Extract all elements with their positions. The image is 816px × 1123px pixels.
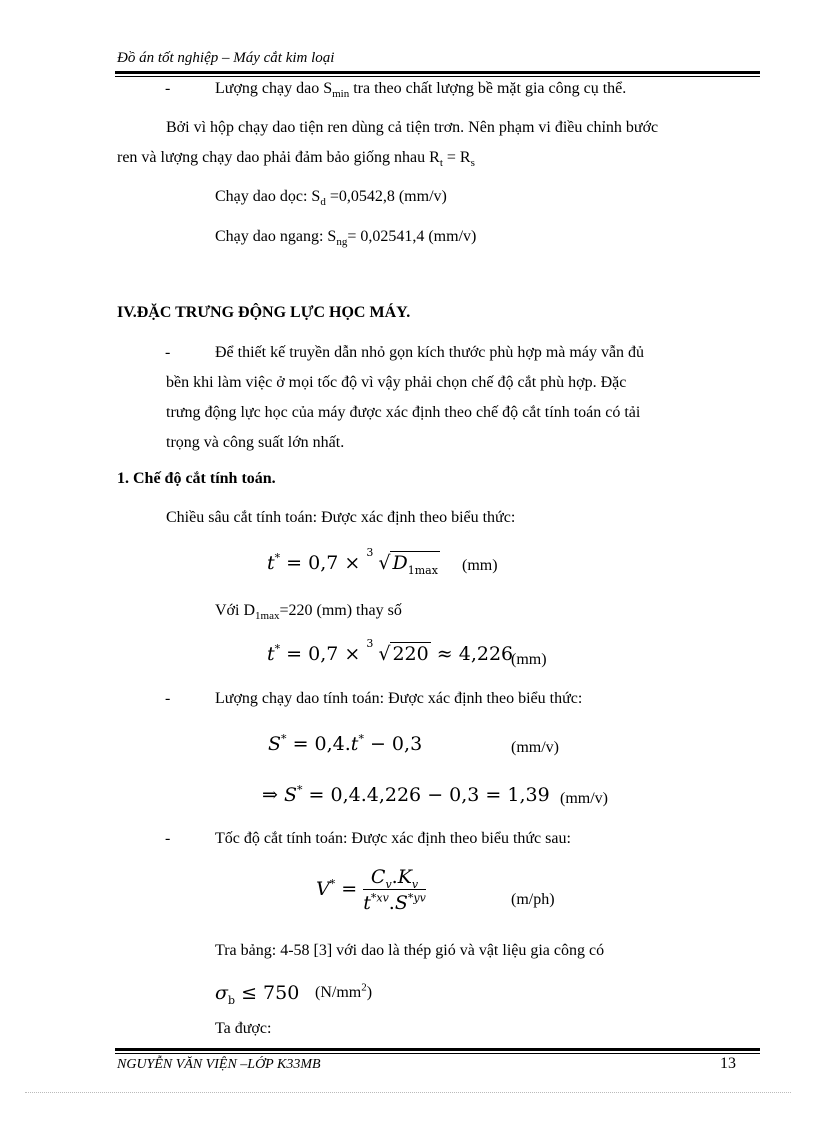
formula-feed-value-unit: (mm/v) [560, 790, 608, 807]
para-dynamics-line1: Để thiết kế truyền dẫn nhỏ gọn kích thước phù hợp mà máy vẫn đủ [215, 344, 645, 361]
footer-rule-thin [115, 1053, 760, 1054]
formula-sigma-unit: $(N/mm^2)$ [315, 981, 373, 1001]
formula-depth-unit: (mm) [462, 557, 498, 574]
section-1-heading: 1. Chế độ cắt tính toán. [117, 470, 276, 487]
bullet-dash: - [165, 80, 171, 97]
result-label: Ta được: [215, 1020, 272, 1037]
formula-depth-value: t* = 0,7 × 3 √ 220 ≈ 4,226 [267, 637, 514, 665]
footer-rule-thick [115, 1048, 760, 1051]
page-number: 13 [720, 1055, 736, 1072]
speed-intro: Tốc độ cắt tính toán: Được xác định theo biểu thức sau: [215, 830, 571, 847]
para-dynamics-line4: trọng và công suất lớn nhất. [166, 434, 345, 451]
bullet-dash: - [165, 830, 171, 847]
formula-feed-value: ⇒ S* = 0,4.4,226 − 0,3 = 1,39 [262, 783, 550, 806]
cube-root: 3 √ 220 [366, 637, 429, 665]
formula-depth-value-unit: (mm) [511, 651, 547, 668]
speed-fraction: $\frac{C_v.K_v}{t^{*xv}.S^{*yv}}$ [363, 866, 426, 914]
header-rule-thick [115, 71, 760, 74]
footer-author: NGUYỄN VĂN VIỆN –LỚP K33MB [117, 1057, 321, 1072]
bullet-dash: - [165, 344, 171, 361]
para-thread-line1: Bởi vì hộp chạy dao tiện ren dùng cả tiện trơn. Nên phạm vi điều chỉnh bước [166, 119, 659, 136]
formula-cutting-speed: V* = $\frac{C_v.K_v}{t^{*xv}.S^{*yv}}$ [316, 866, 426, 914]
depth-intro: Chiều sâu cắt tính toán: Được xác định theo biểu thức: [166, 509, 516, 526]
depth-substitution-text: Với $D_{1max}=220$ (mm) thay số [215, 602, 402, 623]
table-reference-text: Tra bảng: 4-58 [3] với dao là thép gió và vật liệu gia công có [215, 942, 605, 959]
para-thread-line2: ren và lượng chạy dao phải đảm bảo giống nhau $R_t = R_s$ [117, 149, 475, 170]
formula-cutting-speed-unit: (m/ph) [511, 891, 555, 908]
feed-longitudinal: Chạy dao dọc: $S_d =0,0542,8$ (mm/v) [215, 188, 447, 209]
para-dynamics-line2: bền khi làm việc ở mọi tốc độ vì vậy phải chọn chế độ cắt phù hợp. Đặc [166, 374, 627, 391]
header-rule-thin [115, 76, 760, 77]
formula-feed-general-unit: (mm/v) [511, 739, 559, 756]
section-iv-heading: IV.ĐẶC TRƯNG ĐỘNG LỰC HỌC MÁY. [117, 304, 411, 321]
page-header-title: Đồ án tốt nghiệp – Máy cắt kim loại [117, 50, 335, 66]
bullet-min-feed: Lượng chạy dao $S_{min}$ tra theo chất lượng bề mặt gia công cụ thể. [215, 80, 627, 101]
para-dynamics-line3: trưng động lực học của máy được xác định theo chế độ cắt tính toán có tải [166, 404, 641, 421]
feed-cross: Chạy dao ngang: $S_{ng}= 0,02541,4$ (mm/v) [215, 228, 477, 249]
page-bottom-divider [25, 1092, 791, 1093]
feed-intro: Lượng chạy dao tính toán: Được xác định theo biểu thức: [215, 690, 583, 707]
cube-root: 3 √ $D_{1max}$ [366, 546, 438, 577]
bullet-dash: - [165, 690, 171, 707]
formula-feed-general: S* = 0,4.t* − 0,3 [268, 732, 423, 755]
formula-depth-general: t* = 0,7 × 3 √ $D_{1max}$ [267, 546, 438, 577]
formula-sigma: $\sigma_b \le 750$ [215, 982, 300, 1007]
